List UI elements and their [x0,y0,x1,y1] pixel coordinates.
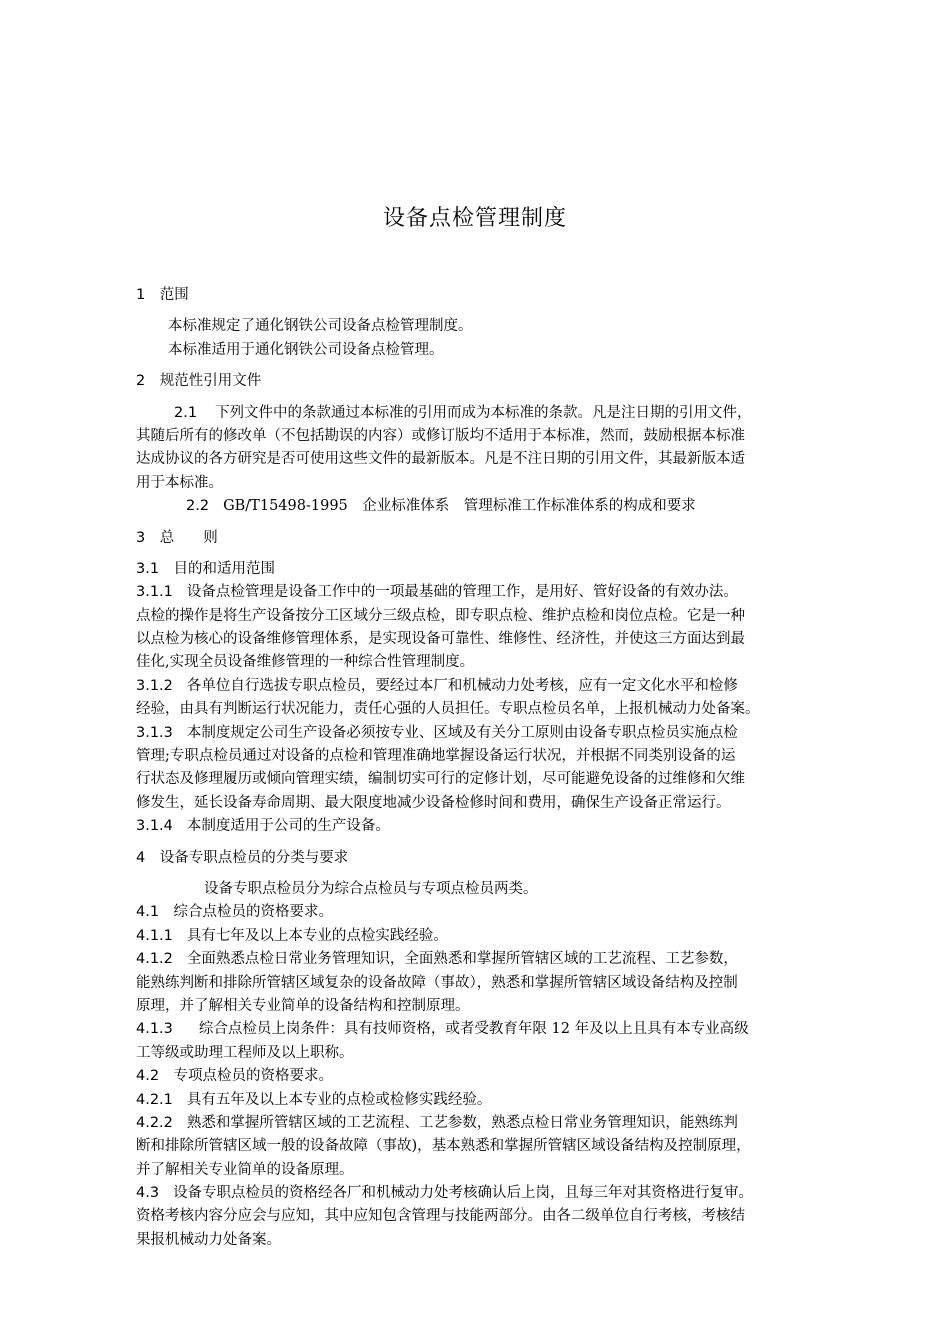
clause-text-line: GB/T15498-1995 企业标准体系 管理标准工作标准体系的构成和要求 [223,498,696,515]
clause-2-1 [136,402,832,496]
document-body [136,284,832,1252]
clause-text-line: 经验，由具有判断运行状况能力，责任心强的人员担任。专职点检员名单，上报机械动力处备案。 [136,701,760,718]
clause-4-1-1 [136,925,832,948]
clause-number: 4.2.1 [136,1091,173,1108]
clause-text-line: 并了解相关专业简单的设备原理。 [136,1161,354,1178]
clause-text-line: 设备点检管理是设备工作中的一项最基础的管理工作，是用好、管好设备的有效办法。 [186,584,738,601]
clause-number: 3.1.2 [136,677,173,694]
subsection-4-1-heading: 4.1 综合点检员的资格要求。 [136,904,334,921]
clause-number: 2.2 [186,498,210,515]
clause-number: 4.2.2 [136,1114,173,1131]
clause-text-line: 资格考核内容分应会与应知，其中应知包含管理与技能两部分。由各二级单位自行考核，考核结 [136,1208,745,1225]
clause-4-1-3 [136,1018,832,1065]
clause-text-line: 修发生，延长设备寿命周期、最大限度地减少设备检修时间和费用，确保生产设备正常运行。 [136,794,731,811]
clause-text-line: 本制度适用于公司的生产设备。 [186,818,390,835]
clause-number: 2.1 [174,404,198,421]
clause-number: 4.1.3 [136,1021,173,1038]
section-1-heading: 1 范围 [136,287,189,303]
clause-4-1-2 [136,948,832,1018]
clause-number: 3.1.1 [136,584,173,601]
clause-text-line: 下列文件中的条款通过本标准的引用而成为本标准的条款。凡是注日期的引用文件， [215,404,752,421]
document-title: 设备点检管理制度 [382,206,567,231]
clause-4-2-1 [136,1089,832,1112]
subsection-4-2-heading: 4.2 专项点检员的资格要求。 [136,1068,334,1085]
clause-text-line: 佳化,实现全员设备维修管理的一种综合性管理制度。 [136,654,475,671]
clause-text-line: 以点检为核心的设备维修管理体系，是实现设备可靠性、维修性、经济性，并使这三方面达到最 [136,631,745,648]
clause-text-line: 用于本标准。 [136,474,223,491]
clause-text-line: 本制度规定公司生产设备必须按专业、区域及有关分工原则由设备专职点检员实施点检 [186,724,738,741]
clause-text-line: 熟悉和掌握所管辖区域的工艺流程、工艺参数，熟悉点检日常业务管理知识，能熟练判 [186,1114,738,1131]
clause-text-line: 能熟练判断和排除所管辖区域复杂的设备故障（事故），熟悉和掌握所管辖区域设备结构及控制 [136,974,738,991]
clause-text-line: 其随后所有的修改单（不包括勘误的内容）或修订版均不适用于本标准，然而，鼓励根据本标准 [136,427,745,444]
clause-number: 4.1.1 [136,927,173,944]
clause-3-1-2 [136,675,832,722]
clause-text-line: 管理;专职点检员通过对设备的点检和管理准确地掌握设备运行状况，并根据不同类别设备的运 [136,748,736,765]
clause-4-3 [136,1182,832,1252]
clause-text-line: 达成协议的各方研究是否可使用这些文件的最新版本。凡是不注日期的引用文件，其最新版本适 [136,451,745,468]
clause-text-line: 各单位自行选拔专职点检员，要经过本厂和机械动力处考核，应有一定文化水平和检修 [186,677,738,694]
clause-number: 4.3 [136,1185,160,1202]
clause-text-line: 果报机械动力处备案。 [136,1231,281,1248]
clause-text-line: 原理，并了解相关专业简单的设备结构和控制原理。 [136,997,470,1014]
clause-3-1-4 [136,815,832,838]
section-4-intro: 设备专职点检员分为综合点检员与专项点检员两类。 [204,880,538,897]
clause-text-line: 断和排除所管辖区域一般的设备故障（事故)，基本熟悉和掌握所管辖区域设备结构及控制原理， [136,1138,751,1155]
clause-2-2 [136,495,832,518]
clause-3-1-1 [136,581,832,675]
clause-3-1-3 [136,722,832,816]
clause-text-line: 具有五年及以上本专业的点检或检修实践经验。 [186,1091,492,1108]
clause-number: 4.1.2 [136,951,173,968]
clause-text-line: 设备专职点检员的资格经各厂和机械动力处考核确认后上岗，且每三年对其资格进行复审。 [173,1185,754,1202]
clause-text-line: 点检的操作是将生产设备按分工区域分三级点检，即专职点检、维护点检和岗位点检。它是一种 [136,607,745,624]
clause-number: 3.1.4 [136,818,173,835]
clause-text-line: 综合点检员上岗条件：具有技师资格，或者受教育年限 12 年及以上且具有本专业高级 [198,1021,749,1038]
section-1-paragraph-1: 本标准规定了通化钢铁公司设备点检管理制度。 [168,318,473,335]
clause-text-line: 全面熟悉点检日常业务管理知识，全面熟悉和掌握所管辖区域的工艺流程、工艺参数， [186,951,738,968]
section-1-paragraph-2: 本标准适用于通化钢铁公司设备点检管理。 [168,341,444,358]
section-2-heading: 2 规范性引用文件 [136,373,262,390]
section-4-heading: 4 设备专职点检员的分类与要求 [136,849,349,866]
clause-4-2-2 [136,1112,832,1182]
subsection-3-1-heading: 3.1 目的和适用范围 [136,560,276,577]
clause-text-line: 具有七年及以上本专业的点检实践经验。 [186,927,448,944]
clause-text-line: 行状态及修理履历或倾向管理实绩，编制切实可行的定修计划，尽可能避免设备的过维修和欠维 [136,771,745,788]
section-3-heading: 3 总 则 [136,529,218,546]
clause-text-line: 工等级或助理工程师及以上职称。 [136,1044,354,1061]
clause-number: 3.1.3 [136,724,173,741]
